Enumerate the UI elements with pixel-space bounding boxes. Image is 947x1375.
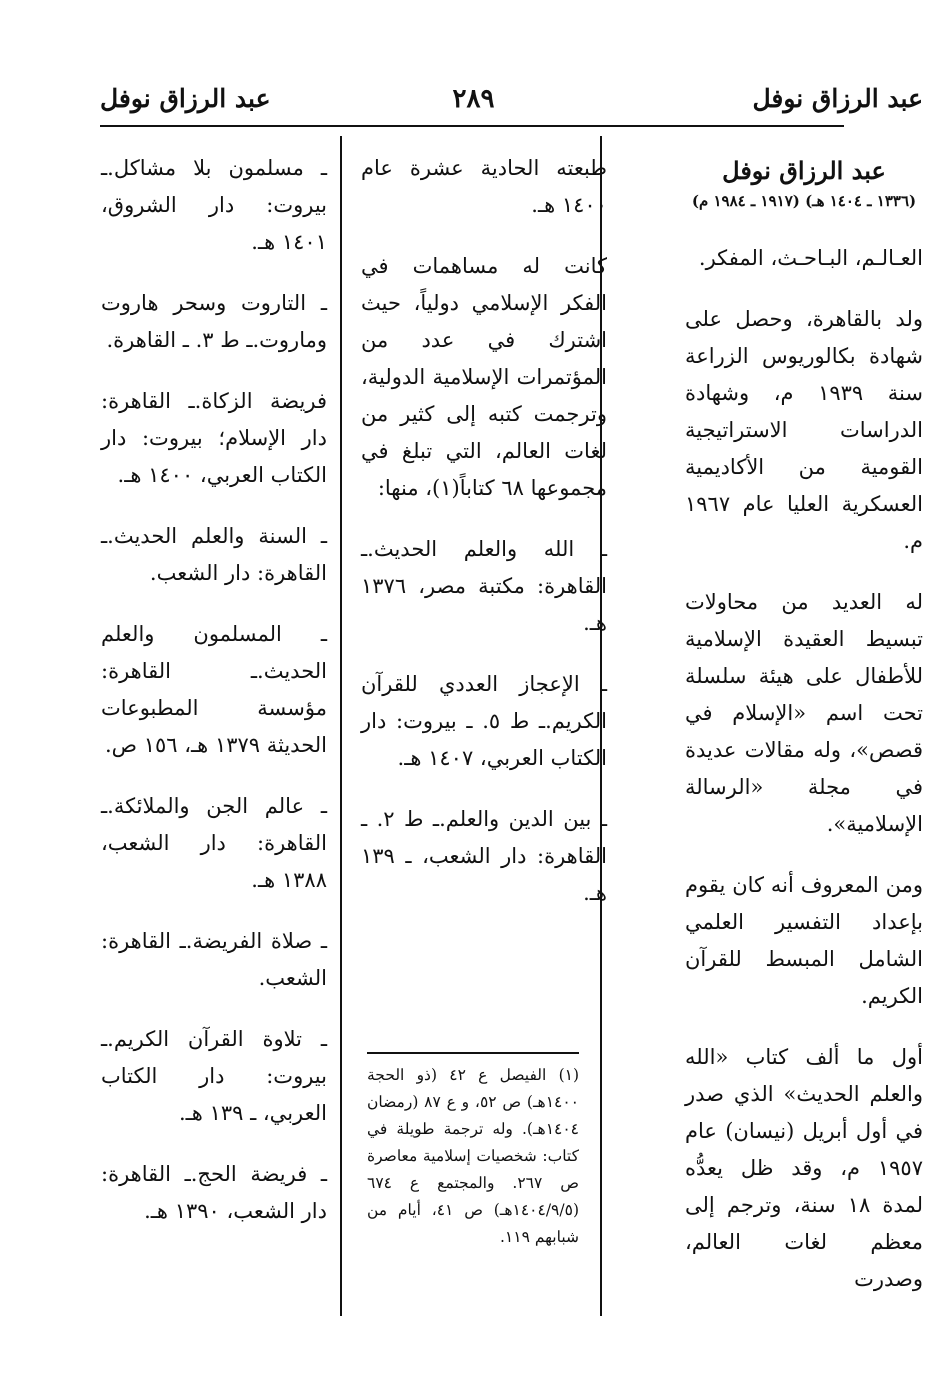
- middle-column: [361, 150, 607, 936]
- footnote: (١) الفيصل ع ٤٢ (ذو الحجة ١٤٠٠هـ) ص ٥٢، و ع ٨٧ (رمضان ١٤٠٤هـ). وله ترجمة طويلة في كتاب: شخصيات إسلامية معاصرة ص ٢٦٧. والمجتمع ع ٦٧٤ (١٤٠٤/٩/٥هـ) ص ٤١، أيام من شبابهم ١١٩.: [367, 1066, 580, 1246]
- paragraph: العـالـم، البـاحـث، المفكر.: [698, 246, 923, 270]
- bibliography-entry: ـ الله والعلم الحديث.ـ القاهرة: مكتبة مصر، ١٣٧٦ هـ.: [361, 537, 607, 635]
- bibliography-entry: ـ عالم الجن والملائكة.ـ القاهرة: دار الشعب، ١٣٨٨ هـ.: [101, 794, 327, 892]
- left-column: [101, 150, 327, 1254]
- paragraph: كانت له مساهمات في الفكر الإسلامي دولياً، حيث اشترك في عدد من المؤتمرات الإسلامية الدولية، وترجمت كتبه إلى كثير من لغات العالم، التي تبلغ في مجموعها ٦٨ كتاباً(١)، منها:: [361, 254, 607, 500]
- bibliography-entry: ـ الإعجاز العددي للقرآن الكريم.ـ ط ٥. ـ بيروت: دار الكتاب العربي، ١٤٠٧ هـ.: [361, 672, 607, 770]
- bibliography-entry: ـ السنة والعلم الحديث.ـ القاهرة: دار الشعب.: [101, 524, 327, 585]
- paragraph: طبعته الحادية عشرة عام ١٤٠٠ هـ.: [361, 156, 607, 217]
- paragraph: ولد بالقاهرة، وحصل على شهادة بكالوريوس الزراعة سنة ١٩٣٩ م، وشهادة الدراسات الاستراتيجية القومية من الأكاديمية العسكرية العليا عام ١٩٦٧ م.: [685, 307, 923, 553]
- column-divider-left: [340, 136, 342, 1316]
- bibliography-entry: فريضة الزكاة.ـ القاهرة: دار الإسلام؛ بيروت: دار الكتاب العربي، ١٤٠٠ هـ.: [101, 389, 327, 487]
- paragraph: له العديد من محاولات تبسيط العقيدة الإسلامية للأطفال على هيئة سلسلة تحت اسم «الإسلام في قصص»، وله مقالات عديدة في مجلة «الرسالة الإسلامية».: [685, 590, 923, 836]
- paragraph: أول ما ألف كتاب «الله والعلم الحديث» الذي صدر في أول أبريل (نيسان) عام ١٩٥٧ م، وقد ظل يعدُّه لمدة ١٨ سنة، وترجم إلى معظم لغات العالم، وصدرت: [685, 1045, 923, 1291]
- biography-dates: (١٣٣٦ ـ ١٤٠٤ هـ) (١٩١٧ ـ ١٩٨٤ م): [691, 192, 917, 210]
- bibliography-entry: ـ المسلمون والعلم الحديث.ـ القاهرة: مؤسسة المطبوعات الحديثة ١٣٧٩ هـ، ١٥٦ ص.: [101, 622, 327, 757]
- header-rule: [100, 125, 844, 127]
- footnote-rule: [367, 1052, 579, 1054]
- biography-title: عبد الرزاق نوفل: [722, 156, 886, 185]
- bibliography-entry: ـ التاروت وسحر هاروت وماروت.ـ ط ٣. ـ القاهرة.: [101, 291, 327, 352]
- bibliography-entry: ـ تلاوة القرآن الكريم.ـ بيروت: دار الكتاب العربي، ـ ١٣٩ هـ.: [101, 1027, 327, 1125]
- bibliography-entry: ـ فريضة الحج.ـ القاهرة: دار الشعب، ١٣٩٠ هـ.: [101, 1162, 327, 1223]
- right-column: [685, 150, 923, 1322]
- bibliography-entry: ـ صلاة الفريضة.ـ القاهرة: الشعب.: [101, 929, 327, 990]
- running-header-right: عبد الرزاق نوفل: [752, 84, 923, 113]
- bibliography-entry: ـ مسلمون بلا مشاكل.ـ بيروت: دار الشروق، ١٤٠١ هـ.: [101, 156, 327, 254]
- running-header-left: عبد الرزاق نوفل: [100, 84, 271, 113]
- page-number: ٢٨٩: [452, 84, 495, 114]
- bibliography-entry: ـ بين الدين والعلم.ـ ط ٢. ـ القاهرة: دار الشعب، ـ ١٣٩ هـ.: [361, 807, 607, 905]
- paragraph: ومن المعروف أنه كان يقوم بإعداد التفسير العلمي الشامل المبسط للقرآن الكريم.: [685, 873, 923, 1008]
